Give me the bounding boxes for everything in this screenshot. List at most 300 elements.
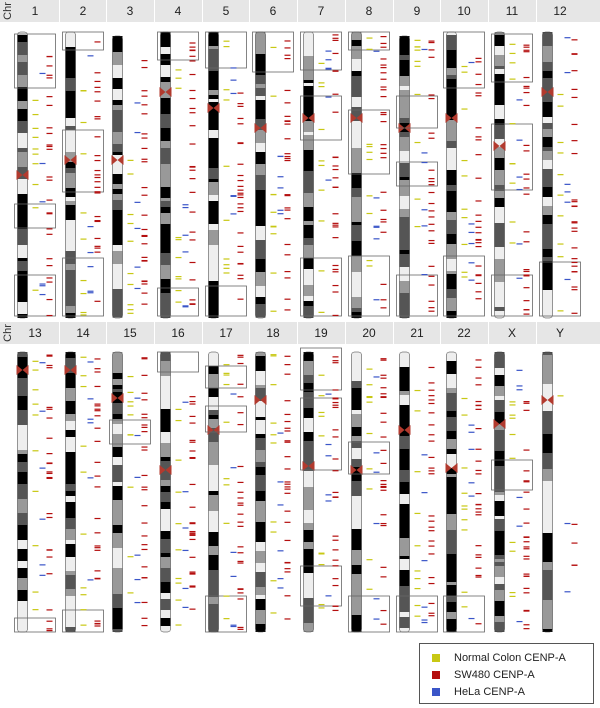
cenpa-mark bbox=[333, 315, 339, 316]
cenpa-mark bbox=[333, 565, 339, 566]
cytoband bbox=[543, 71, 553, 78]
cenpa-mark bbox=[238, 526, 244, 527]
cenpa-mark bbox=[572, 286, 578, 287]
cytoband bbox=[543, 553, 553, 562]
cenpa-mark bbox=[524, 271, 530, 272]
cytoband bbox=[495, 78, 505, 89]
cenpa-mark bbox=[510, 592, 516, 593]
cytoband bbox=[352, 46, 362, 59]
cenpa-mark bbox=[319, 607, 325, 608]
cytoband bbox=[447, 311, 457, 318]
cenpa-mark bbox=[476, 359, 482, 360]
cytoband bbox=[447, 439, 457, 449]
cenpa-mark bbox=[367, 589, 373, 590]
cytoband bbox=[400, 486, 410, 494]
cenpa-mark bbox=[95, 550, 101, 551]
cytoband bbox=[66, 201, 76, 205]
cenpa-mark bbox=[231, 80, 237, 81]
cytoband bbox=[209, 397, 219, 402]
cenpa-mark bbox=[238, 193, 244, 194]
cytoband bbox=[495, 590, 505, 601]
cytoband bbox=[543, 615, 553, 629]
cenpa-mark bbox=[333, 389, 339, 390]
cytoband bbox=[209, 61, 219, 71]
cenpa-mark bbox=[429, 583, 435, 584]
cenpa-mark bbox=[476, 178, 482, 179]
cenpa-mark bbox=[142, 304, 148, 305]
cytoband bbox=[18, 229, 28, 245]
cytoband bbox=[495, 519, 505, 531]
cenpa-mark bbox=[476, 291, 482, 292]
cenpa-mark bbox=[510, 401, 516, 402]
cenpa-mark bbox=[95, 578, 101, 579]
cytoband bbox=[256, 175, 266, 190]
cenpa-mark bbox=[333, 610, 339, 611]
cenpa-mark bbox=[374, 618, 380, 619]
cytoband bbox=[543, 160, 553, 164]
cenpa-mark bbox=[183, 204, 189, 205]
cytoband bbox=[400, 405, 410, 421]
cenpa-mark bbox=[238, 278, 244, 279]
cytoband bbox=[256, 286, 266, 297]
chromosome-10 bbox=[444, 32, 485, 318]
cenpa-mark bbox=[190, 125, 196, 126]
cytoband bbox=[66, 544, 76, 557]
cenpa-mark bbox=[517, 370, 523, 371]
cenpa-mark bbox=[271, 442, 277, 443]
cenpa-mark bbox=[190, 539, 196, 540]
cytoband bbox=[18, 194, 28, 202]
cenpa-mark bbox=[558, 142, 564, 143]
cytoband bbox=[256, 106, 266, 110]
cytoband bbox=[113, 403, 123, 414]
cenpa-mark bbox=[95, 248, 101, 249]
cytoband bbox=[161, 361, 171, 373]
cenpa-mark bbox=[88, 266, 94, 267]
cytoband bbox=[447, 502, 457, 514]
cytoband bbox=[66, 78, 76, 91]
cenpa-mark bbox=[190, 170, 196, 171]
cenpa-mark bbox=[285, 440, 291, 441]
cenpa-mark bbox=[190, 108, 196, 109]
cenpa-mark bbox=[128, 405, 134, 406]
cytoband bbox=[352, 550, 362, 565]
cenpa-mark bbox=[415, 46, 421, 47]
chromosome-label-18: 18 bbox=[266, 326, 280, 340]
cytoband bbox=[113, 470, 123, 482]
cenpa-mark bbox=[142, 133, 148, 134]
cytoband bbox=[495, 466, 505, 478]
cytoband bbox=[66, 130, 76, 133]
cenpa-mark bbox=[517, 621, 523, 622]
cenpa-mark bbox=[95, 155, 101, 156]
cytoband bbox=[209, 457, 219, 465]
cytoband bbox=[543, 370, 553, 384]
chromosome-14 bbox=[63, 352, 104, 632]
cytoband bbox=[304, 102, 314, 108]
cenpa-mark bbox=[190, 458, 196, 459]
cytoband bbox=[304, 56, 314, 72]
cenpa-mark bbox=[524, 470, 530, 471]
cenpa-mark bbox=[381, 610, 387, 611]
chromosome-label-11: 11 bbox=[505, 4, 519, 18]
row-2-header bbox=[0, 322, 600, 344]
cenpa-mark bbox=[95, 238, 101, 239]
cytoband bbox=[18, 294, 28, 302]
cytoband bbox=[304, 418, 314, 432]
cenpa-mark bbox=[176, 624, 182, 625]
chromosome-19 bbox=[301, 348, 342, 632]
cenpa-mark bbox=[190, 440, 196, 441]
cenpa-mark bbox=[95, 620, 101, 621]
cytoband bbox=[304, 32, 314, 47]
cenpa-mark bbox=[333, 226, 339, 227]
cytoband bbox=[495, 616, 505, 622]
cytoband bbox=[447, 619, 457, 632]
cenpa-mark bbox=[81, 90, 87, 91]
cytoband bbox=[66, 571, 76, 575]
cytoband bbox=[400, 379, 410, 384]
cenpa-mark bbox=[429, 553, 435, 554]
cenpa-mark bbox=[333, 458, 339, 459]
cytoband bbox=[256, 88, 266, 96]
cenpa-mark bbox=[183, 491, 189, 492]
cenpa-mark bbox=[476, 449, 482, 450]
cenpa-mark bbox=[271, 194, 277, 195]
cytoband bbox=[304, 441, 314, 455]
cytoband bbox=[209, 268, 219, 281]
cenpa-mark bbox=[142, 449, 148, 450]
cenpa-mark bbox=[517, 243, 523, 244]
cytoband bbox=[304, 542, 314, 549]
cenpa-mark bbox=[524, 51, 530, 52]
cenpa-mark bbox=[381, 378, 387, 379]
cenpa-mark bbox=[429, 203, 435, 204]
cenpa-mark bbox=[40, 163, 46, 164]
cenpa-mark bbox=[271, 96, 277, 97]
cenpa-mark bbox=[95, 72, 101, 73]
cenpa-mark bbox=[95, 87, 101, 88]
cytoband bbox=[256, 572, 266, 587]
cenpa-mark bbox=[176, 257, 182, 258]
cenpa-mark bbox=[183, 607, 189, 608]
cenpa-mark bbox=[285, 55, 291, 56]
cenpa-mark bbox=[33, 114, 39, 115]
cytoband bbox=[400, 102, 410, 118]
cenpa-mark bbox=[510, 123, 516, 124]
cenpa-mark bbox=[381, 219, 387, 220]
cenpa-mark bbox=[33, 184, 39, 185]
cytoband bbox=[543, 32, 553, 46]
cenpa-mark bbox=[319, 312, 325, 313]
cenpa-mark bbox=[326, 394, 332, 395]
cenpa-mark bbox=[415, 588, 421, 589]
cenpa-mark bbox=[190, 90, 196, 91]
cenpa-mark bbox=[224, 268, 230, 269]
cenpa-mark bbox=[285, 489, 291, 490]
cenpa-mark bbox=[190, 192, 196, 193]
cenpa-mark bbox=[319, 86, 325, 87]
cenpa-mark bbox=[142, 535, 148, 536]
cytoband bbox=[161, 568, 171, 582]
cytoband bbox=[400, 628, 410, 632]
cenpa-mark bbox=[367, 159, 373, 160]
cenpa-mark bbox=[142, 260, 148, 261]
cytoband bbox=[256, 297, 266, 304]
cenpa-mark bbox=[95, 136, 101, 137]
cytoband bbox=[113, 194, 123, 200]
cytoband bbox=[447, 94, 457, 109]
cenpa-mark bbox=[224, 272, 230, 273]
cenpa-mark bbox=[565, 191, 571, 192]
chromosome-22 bbox=[444, 352, 485, 632]
cenpa-mark bbox=[367, 146, 373, 147]
legend-label-sw480: SW480 CENP-A bbox=[454, 669, 535, 681]
cytoband bbox=[543, 418, 553, 421]
cenpa-mark bbox=[374, 523, 380, 524]
cenpa-mark bbox=[190, 42, 196, 43]
cytoband bbox=[256, 226, 266, 240]
cytoband bbox=[209, 495, 219, 511]
cenpa-mark bbox=[333, 470, 339, 471]
cenpa-mark bbox=[462, 493, 468, 494]
cenpa-mark bbox=[415, 390, 421, 391]
cytoband bbox=[543, 513, 553, 526]
cenpa-mark bbox=[319, 165, 325, 166]
cytoband bbox=[209, 46, 219, 49]
cenpa-mark bbox=[333, 34, 339, 35]
cenpa-mark bbox=[333, 429, 339, 430]
cytoband bbox=[256, 240, 266, 253]
cytoband bbox=[66, 401, 76, 414]
cenpa-mark bbox=[81, 239, 87, 240]
cytoband bbox=[66, 484, 76, 491]
cytoband bbox=[495, 43, 505, 46]
cenpa-mark bbox=[565, 184, 571, 185]
cytoband bbox=[113, 200, 123, 210]
cenpa-mark bbox=[81, 357, 87, 358]
cenpa-mark bbox=[238, 598, 244, 599]
cytoband bbox=[113, 105, 123, 110]
cytoband bbox=[256, 551, 266, 563]
cenpa-mark bbox=[40, 283, 46, 284]
cenpa-mark bbox=[285, 309, 291, 310]
cytoband bbox=[18, 410, 28, 425]
cytoband bbox=[66, 518, 76, 529]
cenpa-mark bbox=[224, 364, 230, 365]
cenpa-mark bbox=[381, 86, 387, 87]
cenpa-mark bbox=[510, 221, 516, 222]
cenpa-mark bbox=[422, 607, 428, 608]
cenpa-mark bbox=[88, 398, 94, 399]
cenpa-mark bbox=[190, 396, 196, 397]
cenpa-mark bbox=[381, 307, 387, 308]
cytoband bbox=[161, 77, 171, 82]
cytoband bbox=[161, 198, 171, 201]
cenpa-mark bbox=[422, 454, 428, 455]
cenpa-mark bbox=[429, 521, 435, 522]
cytoband bbox=[66, 589, 76, 596]
cytoband bbox=[209, 179, 219, 182]
cytoband bbox=[352, 129, 362, 142]
cytoband bbox=[209, 254, 219, 268]
cytoband bbox=[543, 453, 553, 469]
cenpa-mark bbox=[142, 229, 148, 230]
cenpa-mark bbox=[40, 411, 46, 412]
cytoband bbox=[256, 84, 266, 88]
cenpa-mark bbox=[33, 154, 39, 155]
cenpa-mark bbox=[190, 557, 196, 558]
cenpa-mark bbox=[285, 156, 291, 157]
cytoband bbox=[18, 261, 28, 271]
cytoband bbox=[18, 245, 28, 258]
cenpa-mark bbox=[367, 384, 373, 385]
cenpa-mark bbox=[95, 91, 101, 92]
legend-item-sw480 bbox=[432, 667, 535, 683]
cenpa-mark bbox=[285, 430, 291, 431]
cenpa-mark bbox=[81, 314, 87, 315]
cytoband bbox=[447, 148, 457, 156]
cenpa-mark bbox=[176, 302, 182, 303]
cenpa-mark bbox=[238, 357, 244, 358]
cytoband bbox=[447, 585, 457, 592]
cytoband bbox=[495, 307, 505, 311]
cenpa-mark bbox=[95, 570, 101, 571]
cenpa-mark bbox=[381, 487, 387, 488]
cenpa-mark bbox=[190, 523, 196, 524]
cytoband bbox=[352, 574, 362, 588]
cytoband bbox=[18, 616, 28, 621]
cytoband bbox=[209, 224, 219, 230]
cenpa-mark bbox=[510, 458, 516, 459]
cytoband bbox=[161, 265, 171, 279]
cenpa-mark bbox=[565, 523, 571, 524]
cenpa-mark bbox=[142, 187, 148, 188]
cytoband bbox=[161, 376, 171, 392]
cenpa-mark bbox=[510, 434, 516, 435]
cytoband bbox=[447, 436, 457, 439]
cenpa-mark bbox=[476, 221, 482, 222]
cytoband bbox=[495, 495, 505, 501]
cenpa-mark bbox=[510, 551, 516, 552]
cenpa-mark bbox=[183, 588, 189, 589]
cenpa-mark bbox=[88, 477, 94, 478]
cytoband bbox=[447, 274, 457, 289]
cytoband bbox=[66, 60, 76, 63]
cenpa-mark bbox=[142, 602, 148, 603]
cytoband bbox=[400, 617, 410, 628]
cenpa-mark bbox=[176, 69, 182, 70]
cenpa-mark bbox=[319, 435, 325, 436]
cenpa-mark bbox=[319, 270, 325, 271]
cytoband bbox=[447, 411, 457, 417]
cytoband bbox=[66, 251, 76, 264]
cytoband bbox=[256, 563, 266, 572]
cenpa-mark bbox=[231, 626, 237, 627]
cenpa-mark bbox=[238, 118, 244, 119]
cytoband bbox=[304, 245, 314, 258]
cytoband bbox=[66, 147, 76, 152]
cytoband bbox=[495, 185, 505, 188]
cenpa-mark bbox=[271, 311, 277, 312]
cenpa-mark bbox=[135, 228, 141, 229]
cenpa-mark bbox=[374, 238, 380, 239]
cenpa-mark bbox=[333, 38, 339, 39]
cytoband bbox=[18, 42, 28, 55]
cytoband bbox=[161, 492, 171, 502]
cenpa-mark bbox=[333, 291, 339, 292]
cytoband bbox=[209, 585, 219, 597]
cytoband bbox=[209, 130, 219, 138]
cytoband bbox=[161, 416, 171, 432]
cenpa-mark bbox=[88, 579, 94, 580]
cenpa-mark bbox=[415, 410, 421, 411]
cytoband bbox=[161, 531, 171, 539]
cytoband bbox=[113, 582, 123, 594]
cytoband bbox=[113, 226, 123, 234]
cytoband bbox=[495, 295, 505, 307]
cenpa-mark bbox=[415, 199, 421, 200]
cytoband bbox=[447, 298, 457, 311]
chromosome-label-15: 15 bbox=[123, 326, 137, 340]
cenpa-mark bbox=[47, 462, 53, 463]
cenpa-mark bbox=[128, 313, 134, 314]
cytoband bbox=[447, 431, 457, 436]
cytoband bbox=[113, 184, 123, 189]
cytoband bbox=[113, 424, 123, 434]
cytoband bbox=[256, 420, 266, 434]
cytoband bbox=[161, 201, 171, 207]
cytoband bbox=[18, 540, 28, 549]
cytoband bbox=[256, 491, 266, 501]
cytoband bbox=[400, 76, 410, 86]
cytoband bbox=[304, 352, 314, 361]
cenpa-mark bbox=[524, 449, 530, 450]
cytoband bbox=[256, 100, 266, 106]
cenpa-mark bbox=[224, 618, 230, 619]
cytoband bbox=[209, 491, 219, 495]
legend-item-normal-colon bbox=[432, 650, 566, 666]
cenpa-mark bbox=[429, 42, 435, 43]
cytoband bbox=[256, 62, 266, 70]
chromosome-21 bbox=[397, 352, 438, 632]
cytoband bbox=[256, 467, 266, 475]
cytoband bbox=[209, 480, 219, 491]
cytoband bbox=[304, 611, 314, 623]
cenpa-mark bbox=[524, 194, 530, 195]
cenpa-mark bbox=[476, 274, 482, 275]
cytoband bbox=[209, 532, 219, 546]
cenpa-mark bbox=[81, 375, 87, 376]
cenpa-mark bbox=[238, 180, 244, 181]
cytoband bbox=[66, 126, 76, 130]
cytoband bbox=[352, 308, 362, 312]
cytoband bbox=[543, 489, 553, 502]
cytoband bbox=[495, 352, 505, 368]
cenpa-mark bbox=[462, 66, 468, 67]
cytoband bbox=[209, 182, 219, 195]
cenpa-mark bbox=[326, 494, 332, 495]
cytoband bbox=[543, 224, 553, 233]
cenpa-mark bbox=[476, 61, 482, 62]
cenpa-mark bbox=[238, 186, 244, 187]
cenpa-mark bbox=[231, 67, 237, 68]
cenpa-mark bbox=[381, 89, 387, 90]
cenpa-mark bbox=[271, 434, 277, 435]
cenpa-mark bbox=[429, 390, 435, 391]
cytoband bbox=[304, 392, 314, 408]
cenpa-mark bbox=[285, 522, 291, 523]
